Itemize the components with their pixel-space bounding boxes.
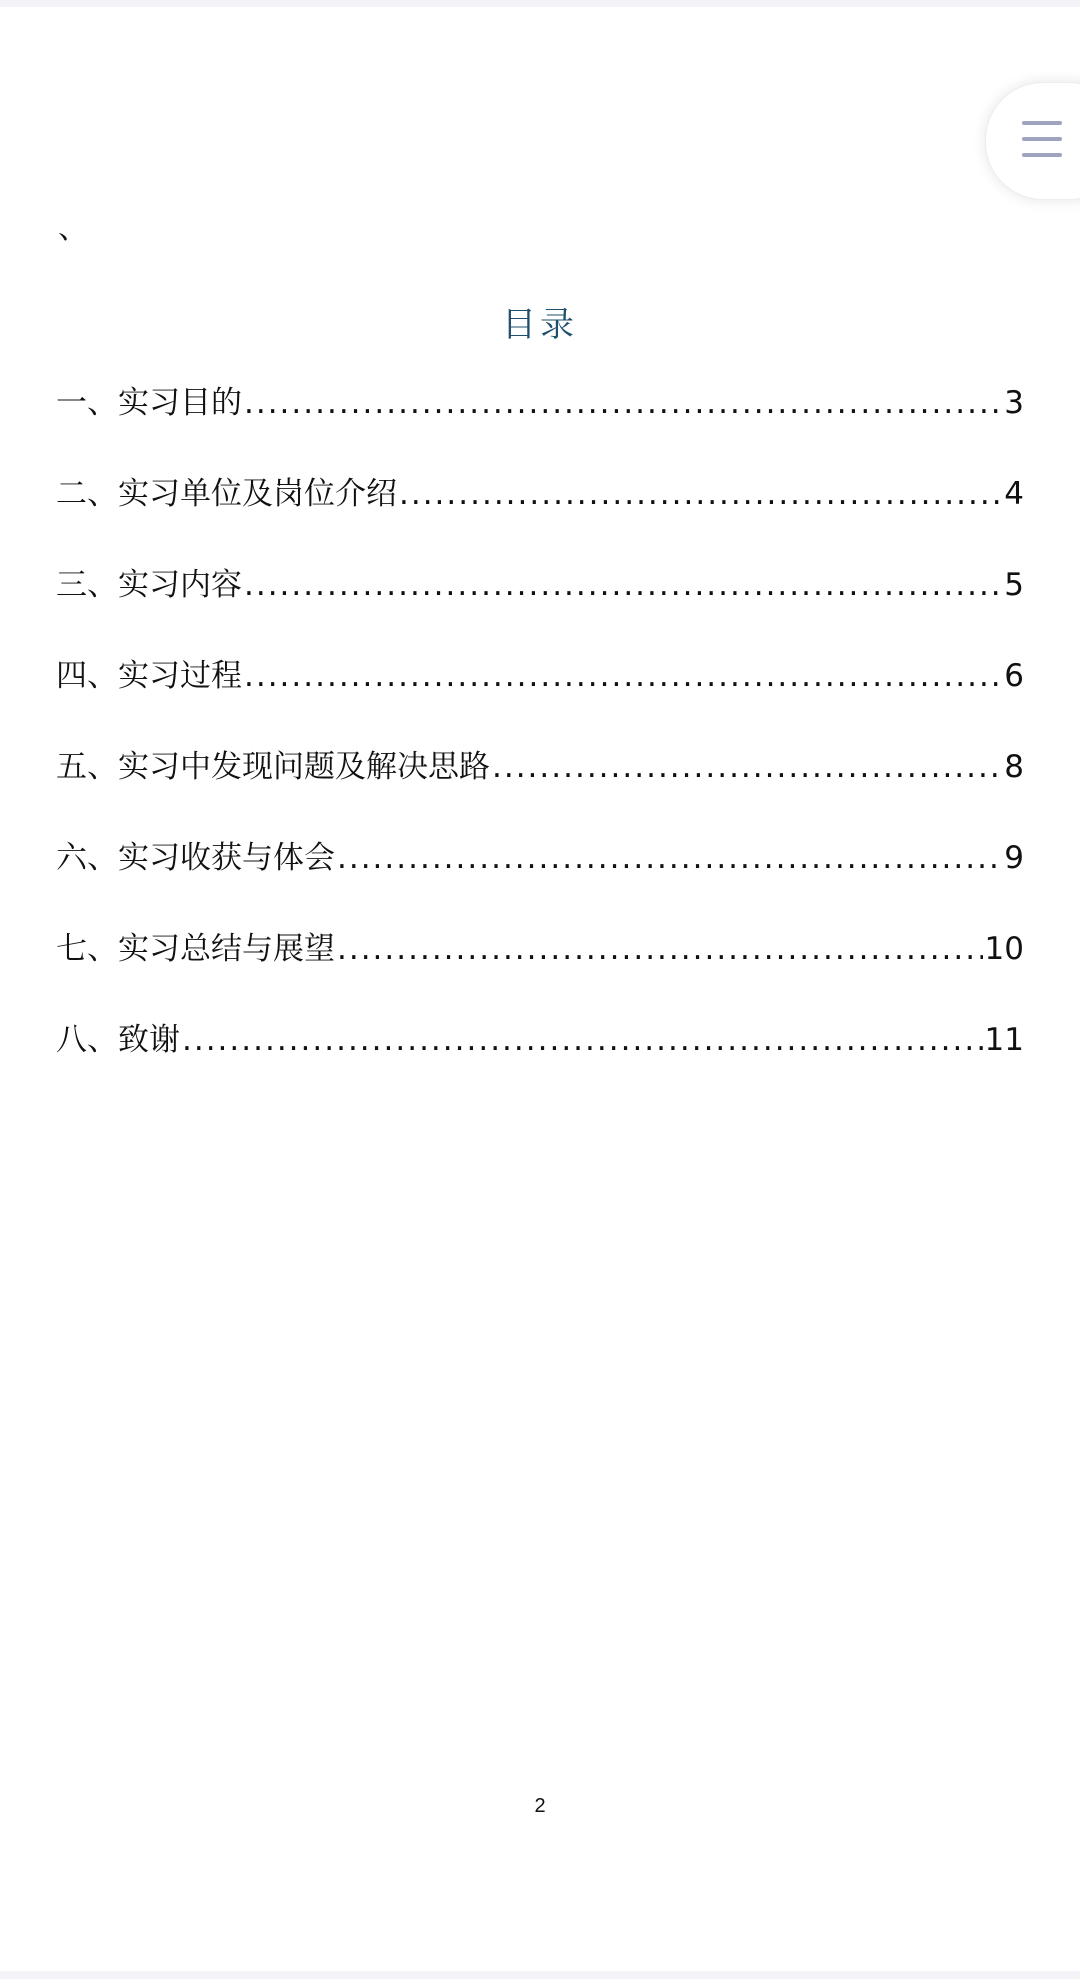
toc-entry[interactable] — [56, 559, 1024, 650]
toc-entry-label: 五、实习中发现问题及解决思路 — [56, 749, 490, 785]
toc-entry-label: 二、实习单位及岗位介绍 — [56, 476, 397, 512]
toc-dot-leader — [492, 749, 1002, 785]
toc-entry-page: 4 — [1004, 476, 1024, 512]
page-number: 2 — [534, 1795, 546, 1817]
toc-dot-leader — [337, 840, 1002, 876]
toc-entry-label: 八、致谢 — [56, 1022, 180, 1058]
toc-dot-leader — [399, 476, 1002, 512]
toc-entry-page: 11 — [984, 1022, 1024, 1058]
toc-entry[interactable] — [56, 832, 1024, 923]
hamburger-menu-icon — [1022, 121, 1062, 157]
stray-punctuation-mark: 、 — [58, 211, 88, 246]
toc-entry[interactable] — [56, 468, 1024, 559]
document-page — [0, 7, 1080, 1971]
toc-dot-leader — [244, 658, 1002, 694]
toc-entry-page: 8 — [1004, 749, 1024, 785]
menu-button[interactable] — [985, 82, 1080, 200]
toc-dot-leader — [244, 385, 1002, 421]
toc-dot-leader — [244, 567, 1002, 603]
toc-entry-label: 六、实习收获与体会 — [56, 840, 335, 876]
table-of-contents — [56, 377, 1024, 1105]
toc-entry-page: 5 — [1004, 567, 1024, 603]
toc-entry-page: 3 — [1004, 385, 1024, 421]
toc-dot-leader — [337, 931, 983, 967]
toc-entry[interactable] — [56, 650, 1024, 741]
toc-entry-page: 6 — [1004, 658, 1024, 694]
toc-entry-page: 9 — [1004, 840, 1024, 876]
toc-title: 目录 — [502, 305, 578, 345]
toc-entry-label: 四、实习过程 — [56, 658, 242, 694]
toc-entry[interactable] — [56, 1014, 1024, 1105]
toc-dot-leader — [182, 1022, 983, 1058]
toc-entry[interactable] — [56, 377, 1024, 468]
toc-entry-label: 七、实习总结与展望 — [56, 931, 335, 967]
toc-entry-label: 三、实习内容 — [56, 567, 242, 603]
toc-entry[interactable] — [56, 923, 1024, 1014]
toc-entry-label: 一、实习目的 — [56, 385, 242, 421]
toc-entry-page: 10 — [984, 931, 1024, 967]
toc-entry[interactable] — [56, 741, 1024, 832]
